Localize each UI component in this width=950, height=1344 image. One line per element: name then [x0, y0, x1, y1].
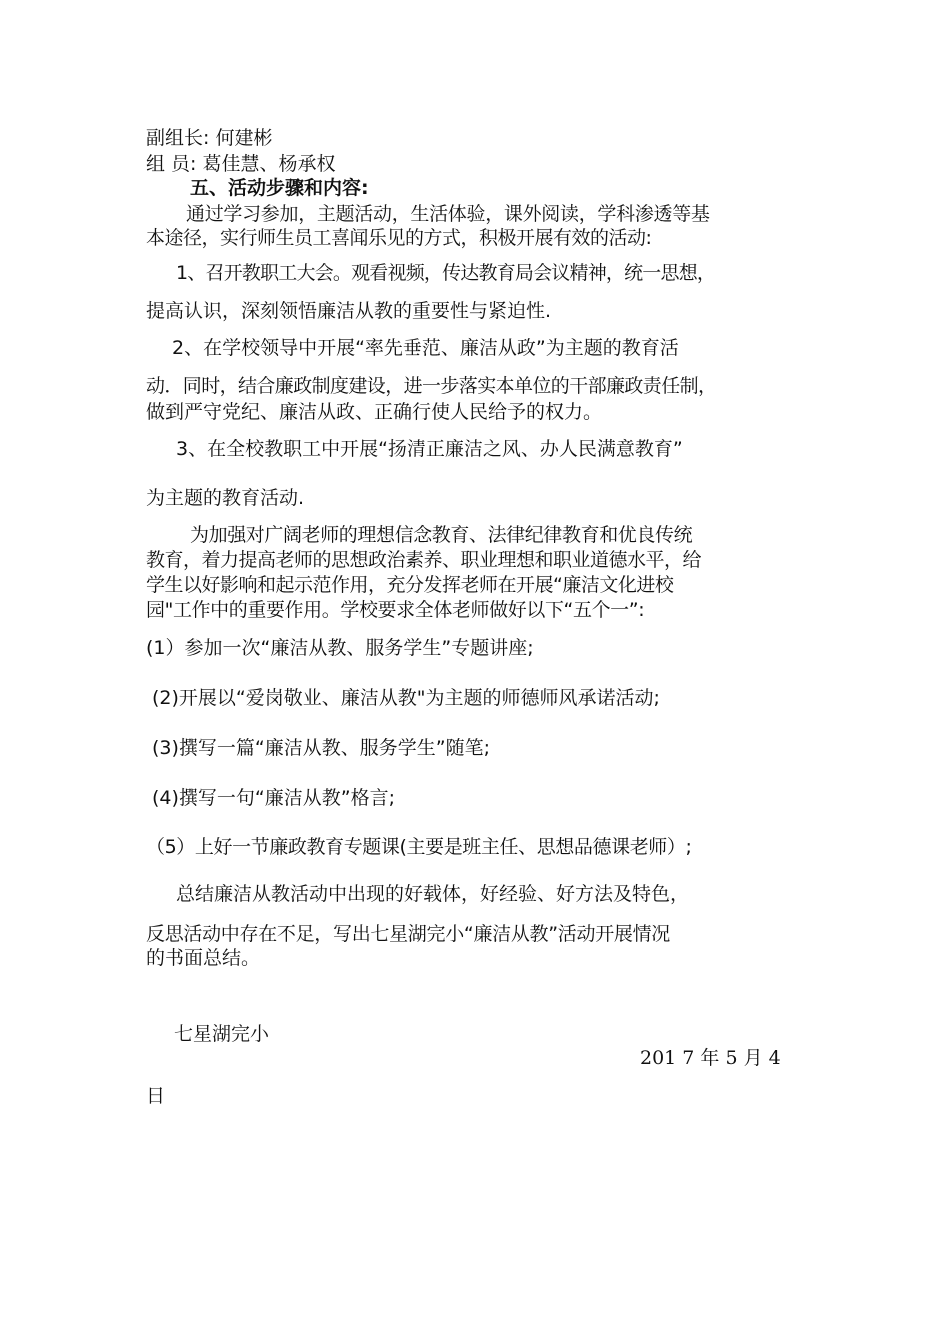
section-heading: 五、活动步骤和内容:	[190, 177, 369, 199]
school-signature: 七星湖完小	[174, 1023, 270, 1045]
item-1-line-2: 提高认识，深刻领悟廉洁从教的重要性与紧迫性.	[146, 300, 552, 322]
paragraph-intro-line-1: 通过学习参加，主题活动，生活体验，课外阅读，学科渗透等基	[186, 203, 710, 225]
paragraph-intro-line-2: 本途径，实行师生员工喜闻乐见的方式，积极开展有效的活动:	[146, 227, 652, 249]
list-item-5: （5）上好一节廉政教育专题课(主要是班主任、思想品德课老师）;	[146, 836, 692, 858]
deputy-leader-line: 副组长: 何建彬	[146, 127, 273, 149]
item-2-line-1: 2、在学校领导中开展“率先垂范、廉洁从政”为主题的教育活	[172, 337, 679, 359]
list-item-1: (1）参加一次“廉洁从教、服务学生”专题讲座;	[146, 637, 534, 659]
paragraph-teachers-line-1: 为加强对广阔老师的理想信念教育、法律纪律教育和优良传统	[190, 524, 693, 546]
item-2-line-3: 做到严守党纪、廉洁从政、正确行使人民给予的权力。	[146, 401, 603, 423]
item-1-line-1: 1、召开教职工大会。观看视频，传达教育局会议精神，统一思想，	[176, 262, 716, 284]
summary-line-3: 的书面总结。	[146, 947, 261, 969]
list-item-3: (3)撰写一篇“廉洁从教、服务学生”随笔;	[152, 737, 491, 759]
members-line: 组 员: 葛佳慧、杨承权	[146, 153, 336, 175]
date-line: 201 7 年 5 月 4	[640, 1047, 781, 1069]
list-item-4: (4)撰写一句“廉洁从教”格言;	[152, 787, 396, 809]
summary-line-1: 总结廉洁从教活动中出现的好载体，好经验、好方法及特色，	[176, 883, 690, 905]
date-day-suffix: 日	[146, 1085, 166, 1107]
list-item-2: (2)开展以“爱岗敬业、廉洁从教"为主题的师德师风承诺活动;	[152, 687, 660, 709]
item-2-line-2: 动．同时，结合廉政制度建设，进一步落实本单位的干部廉政责任制，	[146, 375, 717, 397]
summary-line-2: 反思活动中存在不足，写出七星湖完小“廉洁从教”活动开展情况	[146, 923, 670, 945]
item-3-line-2: 为主题的教育活动.	[146, 487, 305, 509]
paragraph-teachers-line-2: 教育，着力提高老师的思想政治素养、职业理想和职业道德水平，给	[146, 549, 702, 571]
item-3-line-1: 3、在全校教职工中开展“扬清正廉洁之风、办人民满意教育”	[176, 438, 683, 460]
paragraph-teachers-line-4: 园"工作中的重要作用。学校要求全体老师做好以下“五个一”:	[146, 599, 645, 621]
paragraph-teachers-line-3: 学生以好影响和起示范作用，充分发挥老师在开展“廉洁文化进校	[146, 574, 674, 596]
